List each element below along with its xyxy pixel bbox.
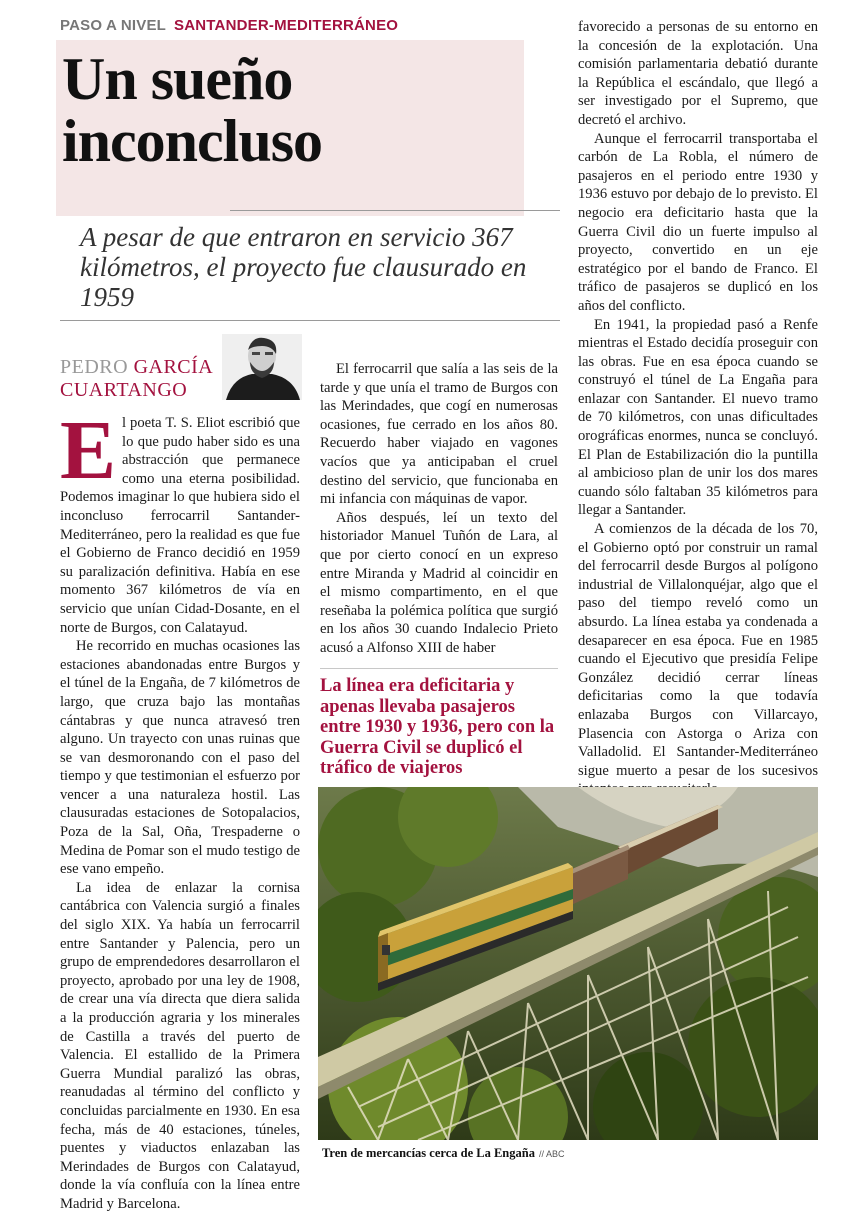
headline-rule-top: [230, 210, 560, 211]
train-on-bridge-image: [318, 787, 818, 1140]
author-photo: [222, 334, 302, 400]
article-column-3: [578, 18, 818, 799]
headline: [62, 48, 532, 172]
paragraph: A comienzos de la década de los 70, el Gobierno optó por construir un ramal del ferrocarril desde Burgos al polígono industrial de Villalonquéjar, algo que el paso del tiempo reveló como un absurdo. La línea estaba ya condenada a desaparecer en esa época. Fue en 1985 cuando el Ejecutivo que presidía Felipe González decidió cerrar líneas deficitarias como la que todavía enlazaba Burgos con Villarcayo, Plasencia con Astorga o Ariza con Valladolid. El Santander-Mediterráneo sigue muerto a pesar de los sucesivos: [578, 521, 818, 779]
paragraph: El ferrocarril que salía a las seis de la tarde y que unía el tramo de Burgos con las Merindades, que cogí en numerosas ocasiones, fue cerrado en los años 80. Recuerdo haber viajado en vagones vacíos que ya anticipaban el cruel destino del servicio, que funcionaba en mi infancia con máquinas de vapor.: [320, 361, 558, 508]
article-column-2: [320, 360, 558, 658]
pull-quote: La línea era deficitaria y apenas llevaba pasajeros entre 1930 y 1936, pero con la Guerra Civil se duplicó el tráfico de viajeros: [320, 676, 555, 778]
paragraph: La idea de enlazar la cornisa cantábrica con Valencia surgió a finales del siglo XIX. Ya había un ferrocarril entre Santander y Palencia, pero un grupo de emprendedores desarrollaron el proyecto, aprobado por una ley de 1908, de crear una vía directa que diera salida a la producción agraria y los minerales de Castilla a través del puerto de Valencia. El estallido de la Primera Guerra Mundial paralizó las obras, reanudadas al término del conflicto y concluidas parcialmente en 1930. En esa fecha, más de 40 estaciones, túneles, puentes y viaductos enlazaban las Merindades de Burgos con Calatayud, donde la vía confluía con la línea entre Madrid y Barcelona.: [60, 879, 300, 1212]
paragraph: Años después, leí un texto del historiador Manuel Tuñón de Lara, al que por cierto conocí en un expreso entre Miranda y Madrid al coincidir en el mismo compartimento, en el que reseñaba la polémica política que surgió en los años 30 cuando Indalecio Prieto acusó a Alfonso XIII de haber: [320, 509, 558, 656]
section-kicker: [60, 17, 398, 34]
author-last-name-2: CUARTANGO: [60, 379, 188, 401]
author-portrait-image: [222, 334, 302, 400]
photo-caption: [322, 1146, 564, 1161]
author-last-name-1: GARCÍA: [133, 356, 214, 378]
headline-line-1: Un sueño: [62, 46, 293, 112]
paragraph: He recorrido en muchas ocasiones las estaciones abandonadas entre Burgos y el túnel de la Engaña, de 7 kilómetros de largo, que cruza bajo las montañas cántabras y que nunca atravesó tren alguno. Un trayecto con unas ruinas que se van desmoronando con el paso del tiempo y que testimonian el esfuerzo por vencer a una naturaleza hostil. Las clausuradas estaciones de Sotopalacios, Poza de la Sal, Oña, Trespaderne o Medina de Pomar son el mudo testigo de ese vano empeño.: [60, 638, 300, 878]
kicker-topic: SANTANDER-MEDITERRÁNEO: [174, 17, 399, 34]
train-photo: [318, 787, 818, 1140]
caption-credit: // ABC: [538, 1149, 565, 1159]
paragraph: favorecido a personas de su entorno en la concesión de la explotación. Una comisión parlamentaria debatió durante la República el escándalo, que llegó a ser investigado por el Supremo, que decretó el archivo.: [578, 19, 818, 128]
paragraph: El poeta T. S. Eliot escribió que lo que pudo haber sido es una abstracción que permanece como una eterna posibilidad. Podemos imaginar lo que hubiera sido el inconcluso ferrocarril Santander-Mediterráneo, pero la realidad es que fue el Gobierno de Franco decidió en 1959 su paralización definitiva. Había en ese momento 367 kilómetros de vía en servicio que unían Cidad-Dosante, en el norte de Burgos, con Calatayud.: [60, 404, 300, 636]
caption-text: Tren de mercancías cerca de La Engaña: [322, 1146, 535, 1160]
paragraph: En 1941, la propiedad pasó a Renfe mientras el Estado decidía proseguir con las obras. Fue en esa época cuando se construyó el túnel de La Engaña para enlazar con Santander. El nuevo tramo de 70 kilómetros, con unas dificultades orográficas enormes, nunca se concluyó. El Plan de Estabilización dio la puntilla al ambicioso plan de unir los dos mares cuando sólo faltaban 35 kilómetros para llegar a Santander.: [578, 316, 818, 519]
author-first-name: PEDRO: [60, 356, 129, 378]
byline: [60, 356, 213, 402]
pullquote-rule: [320, 668, 558, 669]
drop-cap: E: [60, 404, 117, 497]
paragraph: Aunque el ferrocarril transportaba el carbón de La Robla, el número de pasajeros en el periodo entre 1930 y 1936 estuvo por debajo de lo previsto. El negocio era deficitario hasta que la Guerra Civil dio un fuerte impulso al proyecto, convertido en un eje estratégico por el bando de Franco. El tráfico de pasajeros se duplicó en los años del conflicto.: [578, 130, 818, 314]
headline-rule-bottom: [60, 320, 560, 321]
headline-line-2: inconcluso: [62, 108, 323, 174]
subheadline: A pesar de que entraron en servicio 367 kilómetros, el proyecto fue clausurado en 1959: [80, 222, 527, 312]
kicker-section: PASO A NIVEL: [60, 17, 167, 34]
article-column-1: [60, 404, 300, 1214]
